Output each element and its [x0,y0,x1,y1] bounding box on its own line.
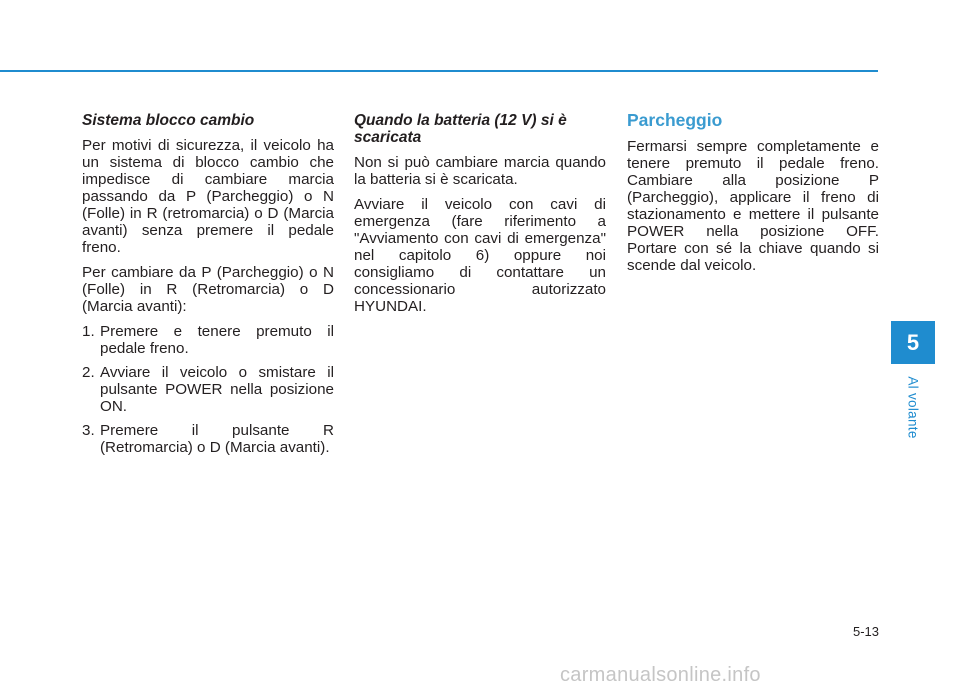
step-number: 2. [82,364,95,381]
column-shift-lock [82,108,334,463]
paragraph: Per cambiare da P (Parcheggio) o N (Folle) in R (Retromarcia) o D (Marcia avanti): [82,264,334,315]
step-text: Premere e tenere premuto il pedale freno. [100,323,334,357]
list-item [82,364,334,415]
list-item [82,422,334,456]
step-text: Avviare il veicolo o smistare il pulsante POWER nella posizione ON. [100,364,334,415]
page-number: 5-13 [852,624,879,639]
section-heading-parking: Parcheggio [627,110,723,130]
watermark: carmanualsonline.info [560,664,761,686]
step-number: 1. [82,323,95,340]
paragraph: Fermarsi sempre completamente e tenere premuto il pedale freno. Cambiare alla posizione P (Parcheggio), applicare il freno di stazionamento e mettere il pulsante POWER nella posizione OFF. Portare con sé la chiave quando si scende dal veicolo. [627,138,879,274]
chapter-label [891,372,935,442]
paragraph: Per motivi di sicurezza, il veicolo ha un sistema di blocco cambio che impedisce di cambiare marcia passando da P (Parcheggio) o N (Folle) in R (retromarcia) o D (Marcia avanti) senza premere il pedale freno. [82,137,334,256]
steps-list [82,323,334,456]
column-battery [354,108,606,323]
chapter-label-text: Al volante [905,375,921,439]
top-rule [0,70,878,72]
step-text: Premere il pulsante R (Retromarcia) o D (Marcia avanti). [100,422,334,456]
column-parking [627,108,879,282]
paragraph: Non si può cambiare marcia quando la batteria si è scaricata. [354,154,606,188]
step-number: 3. [82,422,95,439]
paragraph: Avviare il veicolo con cavi di emergenza (fare riferimento a "Avviamento con cavi di emergenza" nel capitolo 6) oppure noi consigliamo di contattare un concessionario autorizzato HYUNDAI. [354,196,606,315]
section-heading-battery: Quando la batteria (12 V) si è scaricata [354,112,567,146]
section-heading-shift-lock: Sistema blocco cambio [82,112,255,129]
chapter-tab: 5 [891,321,935,364]
list-item [82,323,334,357]
